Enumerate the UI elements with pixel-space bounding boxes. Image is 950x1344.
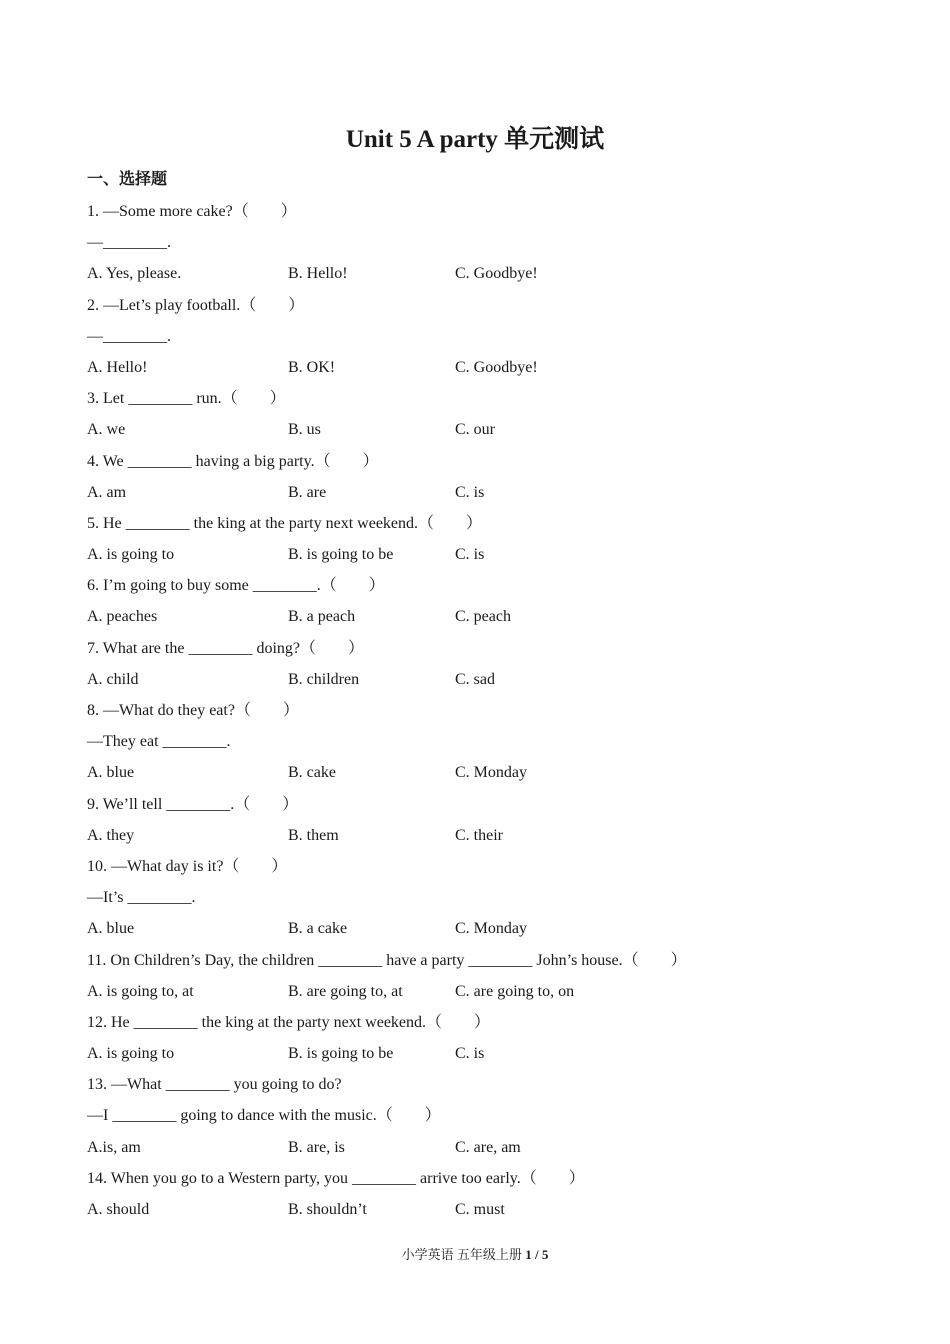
question-stem: 2. —Let’s play football.（ ） [87,296,305,314]
option-b: B. OK! [288,358,336,376]
option-b: B. us [288,421,321,439]
option-c: C. Monday [455,920,527,938]
option-a: A. child [87,670,139,688]
page-title: Unit 5 A party 单元测试 [345,126,605,153]
option-a: A. am [87,483,127,501]
option-c: C. is [455,546,485,564]
footer-page-number: 1 [525,1247,532,1262]
footer-label: 小学英语 五年级上册 [401,1247,526,1262]
option-a: A. Yes, please. [87,265,182,283]
option-c: C. are, am [455,1138,521,1156]
option-b: B. children [288,670,360,688]
option-b: B. Hello! [288,265,348,283]
page-footer [0,1245,950,1265]
option-c: C. Goodbye! [455,265,538,283]
option-b: B. are, is [288,1138,345,1156]
question-stem: 13. —What ________ you going to do? [87,1076,342,1094]
question-stem: 3. Let ________ run.（ ） [87,390,286,408]
option-a: A. blue [87,920,135,938]
question-stem: 14. When you go to a Western party, you ________ arrive too early.（ ） [87,1169,585,1187]
option-c: C. sad [455,670,495,688]
section-heading: 一、选择题 [87,171,168,188]
option-c: C. must [455,1201,505,1218]
question-options [87,1194,887,1225]
option-c: C. Monday [455,764,527,782]
option-a: A. Hello! [87,358,148,376]
question-options [87,539,887,570]
option-c: C. is [455,1045,485,1063]
question-options [87,352,887,383]
question-options [87,258,887,289]
option-a: A.is, am [87,1138,141,1156]
footer-page-total: 5 [541,1247,549,1262]
question-stem: 11. On Children’s Day, the children ________ have a party ________ John’s house.（ ） [87,951,687,969]
question-answer-line: —________. [87,327,171,345]
question-stem: 8. —What do they eat?（ ） [87,702,299,719]
question-stem: 10. —What day is it?（ ） [87,857,288,875]
question-answer-line: —I ________ going to dance with the music.（ ） [87,1107,441,1125]
option-c: C. our [455,421,495,439]
question-options [87,757,887,788]
option-a: A. we [87,421,126,439]
option-b: B. shouldn’t [288,1201,367,1218]
option-a: A. is going to, at [87,982,194,1000]
option-b: B. is going to be [288,546,394,564]
question-stem: 1. —Some more cake?（ ） [87,203,297,220]
option-c: C. Goodbye! [455,358,538,376]
footer-separator: / [531,1247,542,1262]
option-b: B. cake [288,764,336,782]
question-options [87,976,887,1007]
question-list [87,196,887,1225]
question-answer-line: —________. [87,234,171,252]
option-a: A. they [87,826,135,844]
question-answer-line: —It’s ________. [87,889,196,907]
option-b: B. a cake [288,920,348,938]
question-stem: 6. I’m going to buy some ________.（ ） [87,577,385,595]
option-a: A. peaches [87,608,158,626]
question-options [87,913,887,944]
option-b: B. is going to be [288,1045,394,1063]
option-a: A. blue [87,764,135,782]
option-c: C. is [455,483,485,501]
option-b: B. a peach [288,608,356,626]
option-c: C. are going to, on [455,982,575,1000]
option-b: B. are going to, at [288,982,403,1000]
question-options [87,414,887,445]
question-stem: 12. He ________ the king at the party next weekend.（ ） [87,1013,491,1031]
question-options [87,820,887,851]
question-answer-line: —They eat ________. [87,733,231,751]
option-a: A. is going to [87,546,175,564]
option-a: A. should [87,1201,150,1218]
question-options [87,664,887,695]
question-stem: 9. We’ll tell ________.（ ） [87,795,299,813]
question-options [87,601,887,632]
question-stem: 7. What are the ________ doing?（ ） [87,639,364,657]
question-stem: 4. We ________ having a big party.（ ） [87,452,379,470]
option-b: B. them [288,826,339,844]
option-a: A. is going to [87,1045,175,1063]
option-c: C. their [455,826,503,844]
question-options [87,1132,887,1163]
question-stem: 5. He ________ the king at the party next weekend.（ ） [87,514,483,532]
question-options [87,1038,887,1069]
option-c: C. peach [455,608,511,626]
option-b: B. are [288,483,327,501]
question-options [87,477,887,508]
